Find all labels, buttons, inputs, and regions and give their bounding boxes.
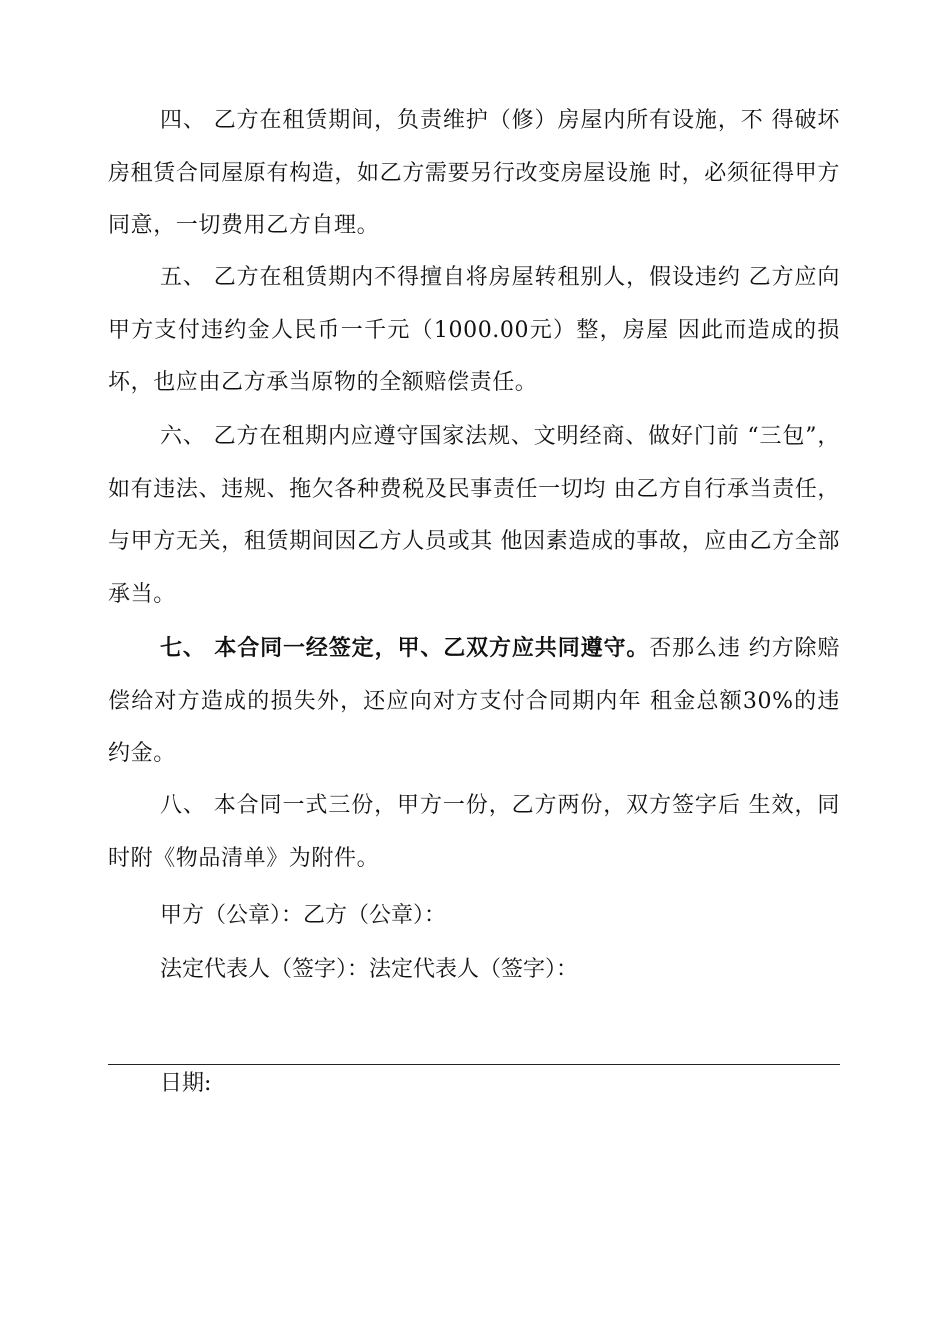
clause-6-paragraph — [108, 411, 840, 621]
signature-divider — [108, 1064, 840, 1065]
clause-8-text: 八、 本合同一式三份，甲方一份，乙方两份，双方签字后 生效，同时附《物品清单》为附件。 — [108, 793, 840, 871]
seal-line: 甲方（公章）：乙方（公章）： — [160, 903, 447, 928]
clause-7-text: 否那么违 约方除赔偿给对方造成的损失外，还应向对方支付合同期内年 租金总额30%的违约金。 — [108, 636, 840, 766]
clause-6-text: 六、 乙方在租期内应遵守国家法规、文明经商、做好门前 “三包”，如有违法、违规、拖欠各种费税及民事责任一切均 由乙方自行承当责任，与甲方无关，租赁期间因乙方人员或其 他因素造成的事故，应由乙方全部承当。 — [108, 424, 840, 607]
clause-7-paragraph — [108, 622, 840, 781]
clause-4-paragraph — [108, 95, 840, 253]
clause-5-paragraph — [108, 252, 840, 410]
representative-signature-line: 法定代表人（签字）：法定代表人（签字）： — [160, 957, 579, 982]
clause-8-paragraph — [108, 780, 840, 885]
clause-7-bold-text: 七、 本合同一经签定，甲、乙双方应共同遵守。 — [160, 635, 650, 661]
clause-5-text: 五、 乙方在租赁期内不得擅自将房屋转租别人，假设违约 乙方应向甲方支付违约金人民币一千元（1000.00元）整，房屋 因此而造成的损坏，也应由乙方承当原物的全额赔偿责任。 — [108, 265, 840, 395]
date-label: 日期: — [160, 1071, 212, 1096]
clause-4-text: 四、 乙方在租赁期间，负责维护（修）房屋内所有设施，不 得破坏房租赁合同屋原有构造，如乙方需要另行改变房屋设施 时，必须征得甲方同意，一切费用乙方自理。 — [108, 108, 840, 238]
